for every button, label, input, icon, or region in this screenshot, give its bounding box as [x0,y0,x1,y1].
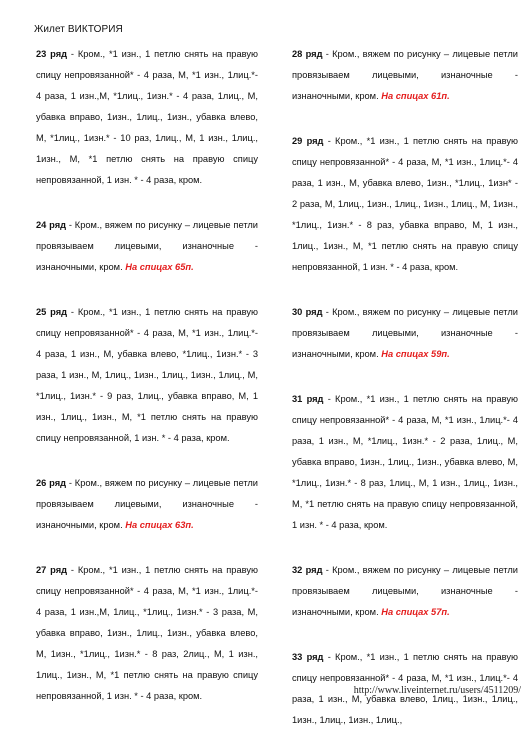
row-label: 26 ряд [36,478,67,488]
row-instructions: - Кром., вяжем по рисунку – лицевые петли провязываем лицевыми, изнаночные - изнаночными, кром. [36,478,258,530]
row-label: 27 ряд [36,565,68,575]
row-label: 32 ряд [292,565,323,575]
row-paragraph [292,302,518,365]
row-instructions: - Кром., *1 изн., 1 петлю снять на правую спицу непровязанной* - 4 раза, М, *1 изн., 1лиц.*- 4 раза, 1 изн., М, убавка влево, 1изн., *1лиц., 1изн* - 2 раза, М, 1лиц., 1изн., 1лиц., 1изн., 1лиц., М, 1изн., *1лиц., 1изн.* - 8 раз, убавка вправо, М, 1 изн., 1лиц., 1изн., М, *1 петлю снять на правую спицу непровязанной, 1 изн. * - 4 раза, кром. [292,136,518,272]
row-instructions: - Кром., *1 изн., 1 петлю снять на правую спицу непровязанной* - 4 раза, М, *1 изн., 1лиц.*- 4 раза, 1 изн.,М, 1лиц., *1лиц., 1изн.* - 3 раза, М, убавка вправо, 1изн., 1лиц., 1изн., убавка влево, М, 1изн., *1лиц., 1изн.* - 8 раз, 2лиц., М, 1 изн., 1лиц., 1изн., М, *1 петлю снять на правую спицу непровязанной, 1 изн. * - 4 раза, кром. [36,565,258,701]
row-label: 29 ряд [292,136,324,146]
row-label: 23 ряд [36,49,68,59]
row-instructions: - Кром., вяжем по рисунку – лицевые петли провязываем лицевыми, изнаночные - изнаночными, кром. [292,49,518,101]
row-instructions: - Кром., вяжем по рисунку – лицевые петли провязываем лицевыми, изнаночные - изнаночными, кром. [292,565,518,617]
row-paragraph [292,389,518,536]
row-paragraph [36,302,258,449]
row-instructions: - Кром., вяжем по рисунку – лицевые петли провязываем лицевыми, изнаночные - изнаночными, кром. [292,307,518,359]
left-column [36,44,258,731]
row-instructions: - Кром., *1 изн., 1 петлю снять на правую спицу непровязанной* - 4 раза, М, *1 изн., 1лиц.*- 4 раза, 1 изн.,М, *1лиц., 1изн.* - 4 раза, 1лиц., М, убавка вправо, 1изн., 1лиц., 1изн., убавка влево, М, *1лиц., 1изн.* - 10 раз, 1лиц., М, 1 изн., 1лиц., 1изн., М, *1 петлю снять на правую спицу непровязанной, 1 изн. * - 4 раза, кром. [36,49,258,185]
row-paragraph [292,44,518,107]
row-instructions: - Кром., *1 изн., 1 петлю снять на правую спицу непровязанной* - 4 раза, М, *1 изн., 1лиц.*- 4 раза, 1 изн., М, *1лиц., 1изн.* - 2 раза, 1лиц., М, убавка вправо, 1изн., 1лиц., 1изн., убавка влево, М, *1лиц., 1изн.* - 8 раз, 1лиц., М, 1 изн., 1лиц., 1изн., М, *1 петлю снять на правую спицу непровязанной, 1 изн. * - 4 раза, кром. [292,394,518,530]
row-label: 33 ряд [292,652,324,662]
watermark-url: http://www.liveinternet.ru/users/4511209/ [353,685,521,696]
row-paragraph [36,560,258,707]
stitch-count: На спицах 61п. [381,91,450,101]
row-label: 31 ряд [292,394,324,404]
row-instructions: - Кром., вяжем по рисунку – лицевые петли провязываем лицевыми, изнаночные - изнаночными, кром. [36,220,258,272]
stitch-count: На спицах 63п. [125,520,194,530]
row-label: 25 ряд [36,307,68,317]
row-label: 30 ряд [292,307,323,317]
row-label: 28 ряд [292,49,323,59]
stitch-count: На спицах 59п. [381,349,450,359]
row-paragraph [36,44,258,191]
row-instructions: - Кром., *1 изн., 1 петлю снять на правую спицу непровязанной* - 4 раза, М, *1 изн., 1лиц.*- 4 раза, 1 изн., М, убавка влево, *1лиц., 1изн.* - 3 раза, 1 изн., М, 1лиц., 1изн., 1лиц., 1изн., 1лиц., М, *1лиц., 1изн.* - 9 раз, 1лиц., убавка вправо, М, 1 изн., 1лиц., 1изн., М, *1 петлю снять на правую спицу непровязанной, 1 изн. * - 4 раза, кром. [36,307,258,443]
row-paragraph [292,131,518,278]
row-label: 24 ряд [36,220,67,230]
right-column [292,44,518,755]
stitch-count: На спицах 57п. [381,607,450,617]
row-paragraph [36,215,258,278]
row-instructions: - Кром., *1 изн., 1 петлю снять на правую спицу непровязанной* - 4 раза, М, *1 изн., 1лиц.*- 4 раза, 1 изн., М, убавка влево, 1лиц., 1изн., 1лиц., 1изн., 1лиц., 1изн., 1лиц., [292,652,518,725]
row-paragraph [36,473,258,536]
stitch-count: На спицах 65п. [125,262,194,272]
page-title: Жилет ВИКТОРИЯ [34,24,123,35]
row-paragraph [292,560,518,623]
